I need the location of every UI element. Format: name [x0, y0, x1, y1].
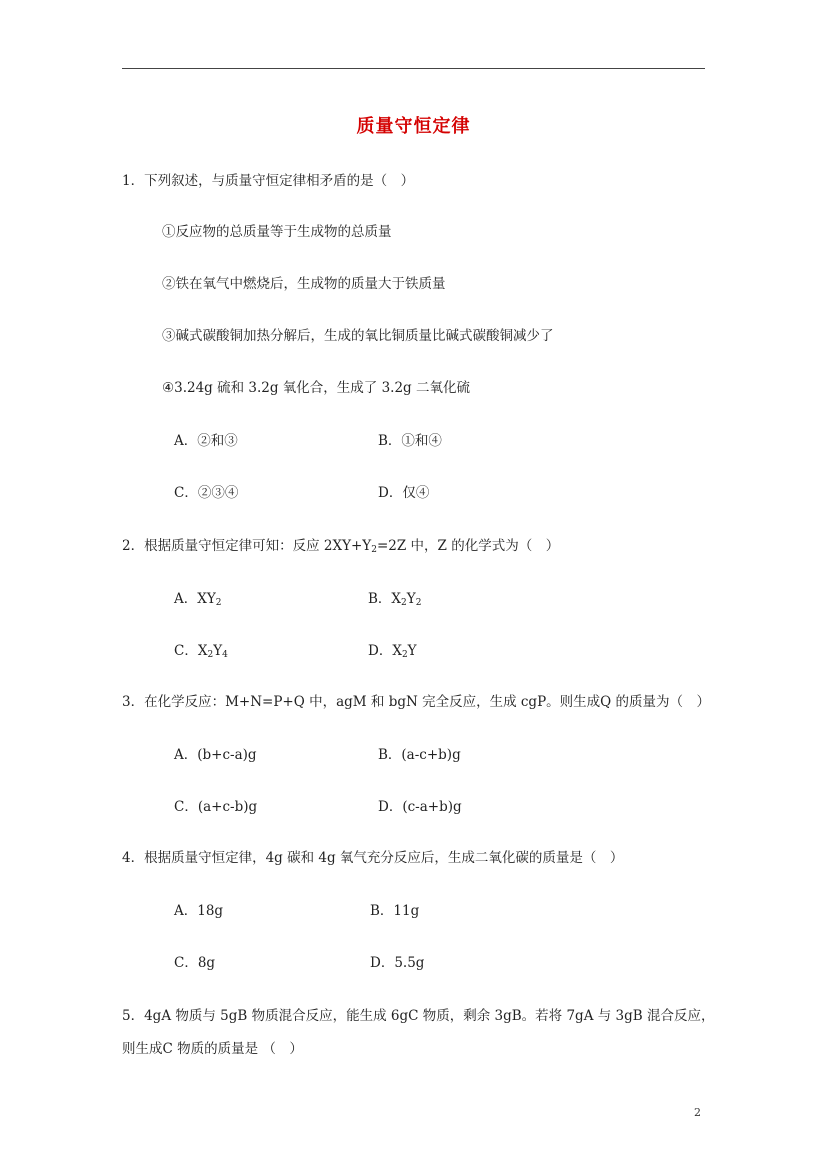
page-number: 2 — [694, 1106, 701, 1119]
question-4-stem: 4．根据质量守恒定律，4g 碳和 4g 氧气充分反应后，生成二氧化碳的质量是（ ） — [122, 850, 624, 866]
q2-option-d — [368, 642, 417, 660]
q2-b-sub2: 2 — [415, 598, 422, 608]
q2-c-label: C．X — [174, 643, 208, 659]
q2-c-sub2: 4 — [222, 650, 228, 660]
q2-option-a — [174, 590, 222, 608]
q2-option-c — [174, 642, 228, 660]
q2-b-label: B．X — [368, 591, 402, 607]
question-1-stem: 1．下列叙述，与质量守恒定律相矛盾的是（ ） — [122, 173, 415, 189]
q1-statement-3: ③碱式碳酸铜加热分解后，生成的氧比铜质量比碱式碳酸铜减少了 — [162, 328, 554, 344]
header-rule — [122, 68, 705, 69]
q3-option-a: A．(b+c-a)g — [174, 747, 257, 763]
q1-statement-1: ①反应物的总质量等于生成物的总质量 — [162, 224, 392, 240]
question-2-stem — [122, 537, 559, 555]
q2-d-label: D．X — [368, 643, 402, 659]
q4-option-b: B．11g — [370, 903, 420, 919]
q1-statement-4: ④3.24g 硫和 3.2g 氧化合，生成了 3.2g 二氧化硫 — [162, 380, 470, 396]
q2-a-sub1: 2 — [215, 598, 222, 608]
q1-option-b: B．①和④ — [378, 433, 442, 449]
q2-option-b — [368, 590, 421, 608]
q2-d-sub1: 2 — [401, 650, 408, 660]
q2-b-sub1: 2 — [401, 598, 407, 608]
q1-option-c: C．②③④ — [174, 485, 239, 501]
q1-statement-2: ②铁在氧气中燃烧后，生成物的质量大于铁质量 — [162, 276, 446, 292]
q1-option-d: D．仅④ — [378, 485, 430, 501]
q3-option-d: D．(c-a+b)g — [378, 799, 462, 815]
q2-stem-post: =2Z 中，Z 的化学式为（ ） — [376, 538, 560, 554]
q2-b-mid: Y — [406, 591, 416, 607]
q4-option-d: D．5.5g — [370, 955, 425, 971]
question-3-stem: 3．在化学反应：M+N=P+Q 中，agM 和 bgN 完全反应，生成 cgP。则生成Q 的质量为（ ） — [122, 694, 711, 710]
question-5-stem-line-2: 则生成C 物质的质量是 （ ） — [122, 1041, 303, 1057]
q3-option-c: C．(a+c-b)g — [174, 799, 258, 815]
q2-a-label: A．XY — [174, 591, 216, 607]
q3-option-b: B．(a-c+b)g — [378, 747, 461, 763]
q2-stem-subscript: 2 — [371, 545, 377, 555]
q1-option-a: A．②和③ — [174, 433, 238, 449]
q4-option-a: A．18g — [174, 903, 224, 919]
q4-option-c: C．8g — [174, 955, 216, 971]
q2-d-mid: Y — [407, 643, 417, 659]
q2-c-mid: Y — [213, 643, 223, 659]
page-title: 质量守恒定律 — [356, 116, 471, 137]
q2-c-sub1: 2 — [207, 650, 214, 660]
q2-stem-pre: 2．根据质量守恒定律可知：反应 2XY+Y — [122, 538, 372, 554]
question-5-stem-line-1: 5．4gA 物质与 5gB 物质混合反应，能生成 6gC 物质，剩余 3gB。若将 7gA 与 3gB 混合反应， — [122, 1008, 715, 1024]
